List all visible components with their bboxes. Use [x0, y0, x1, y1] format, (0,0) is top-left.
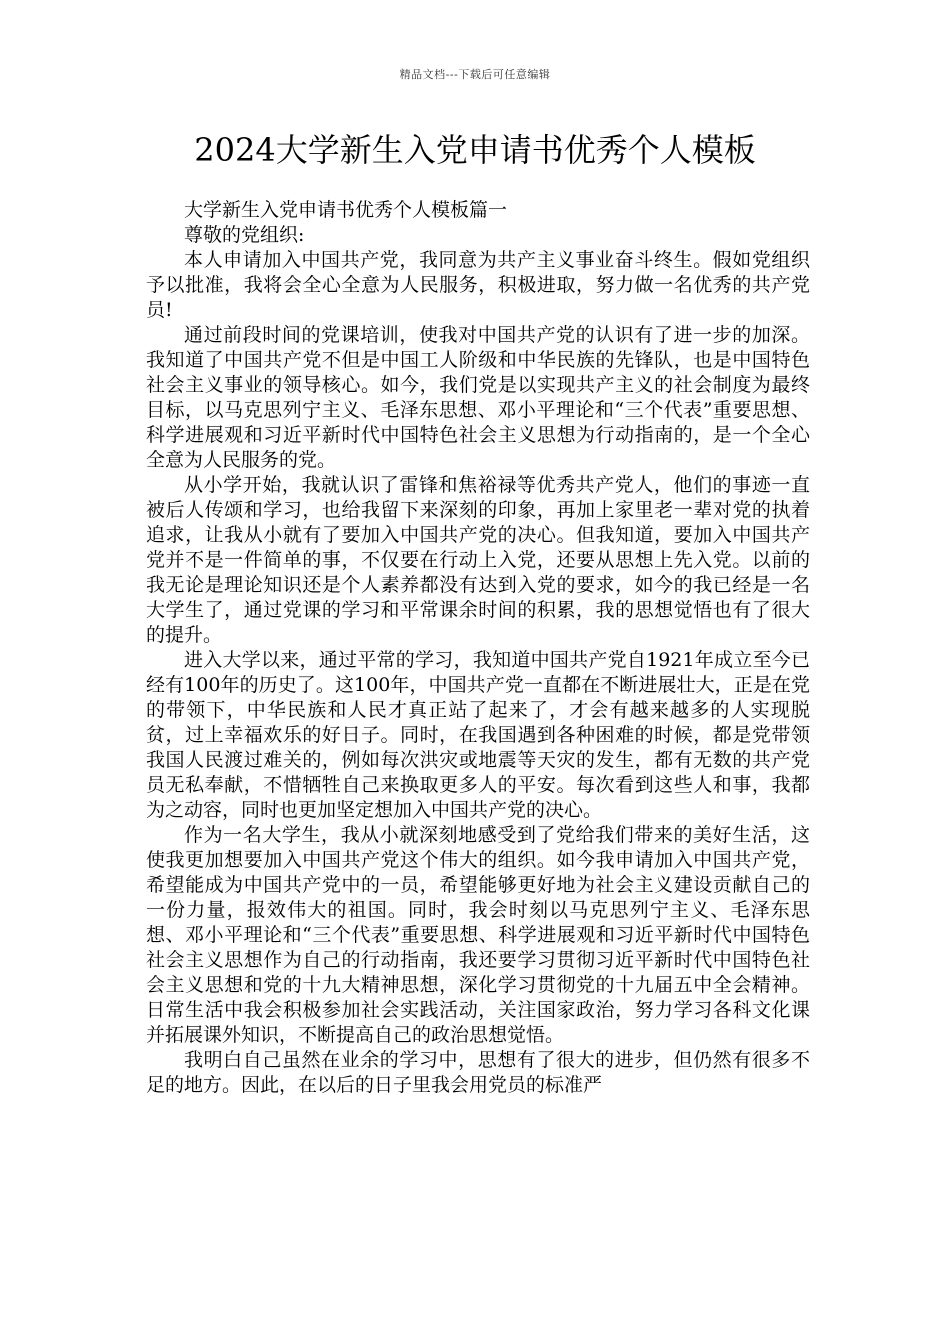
paragraph: 进入大学以来，通过平常的学习，我知道中国共产党自1921年成立至今已经有100年的历史了。这100年，中国共产党一直都在不断进展壮大，正是在党的带领下，中华民族和人民才真正站了起来了，才会有越来越多的人实现脱贫，过上幸福欢乐的好日子。同时，在我国遇到各种困难的时候，都是党带领我国人民渡过难关的，例如每次洪灾或地震等天灾的发生，都有无数的共产党员无私奉献，不惜牺牲自己来换取更多人的平安。每次看到这些人和事，我都为之动容，同时也更加坚定想加入中国共产党的决心。: [146, 649, 810, 821]
document-subtitle: 大学新生入党申请书优秀个人模板篇一: [184, 199, 508, 221]
paragraph: 从小学开始，我就认识了雷锋和焦裕禄等优秀共产党人，他们的事迹一直被后人传颂和学习，也给我留下来深刻的印象，再加上家里老一辈对党的执着追求，让我从小就有了要加入中国共产党的决心。但我知道，要加入中国共产党并不是一件简单的事，不仅要在行动上入党，还要从思想上先入党。以前的我无论是理论知识还是个人素养都没有达到入党的要求，如今的我已经是一名大学生了，通过党课的学习和平常课余时间的积累，我的思想觉悟也有了很大的提升。: [146, 474, 810, 646]
paragraph: 我明白自己虽然在业余的学习中，思想有了很大的进步，但仍然有很多不足的地方。因此，在以后的日子里我会用党员的标准严: [146, 1049, 810, 1096]
paragraph: 作为一名大学生，我从小就深刻地感受到了党给我们带来的美好生活，这使我更加想要加入中国共产党这个伟大的组织。如今我申请加入中国共产党，希望能成为中国共产党中的一员，希望能够更好地为社会主义建设贡献自己的一份力量，报效伟大的祖国。同时，我会时刻以马克思列宁主义、毛泽东思想、邓小平理论和“三个代表”重要思想、科学进展观和习近平新时代中国特色社会主义思想作为自己的行动指南，我还要学习贯彻习近平新时代中国特色社会主义思想和党的十九大精神思想，深化学习贯彻党的十九届五中全会精神。日常生活中我会积极参加社会实践活动，关注国家政治，努力学习各科文化课并拓展课外知识，不断提高自己的政治思想觉悟。: [146, 824, 810, 1046]
document-title: 2024大学新生入党申请书优秀个人模板: [194, 131, 756, 169]
document-body: [146, 198, 810, 1098]
salutation: 尊敬的党组织:: [184, 224, 305, 246]
paragraph: 本人申请加入中国共产党，我同意为共产主义事业奋斗终生。假如党组织予以批准，我将会全心全意为人民服务，积极进取，努力做一名优秀的共产党员!: [146, 249, 810, 321]
header-note: 精品文档---下载后可任意编辑: [399, 68, 551, 81]
paragraph: 通过前段时间的党课培训，使我对中国共产党的认识有了进一步的加深。我知道了中国共产党不但是中国工人阶级和中华民族的先锋队，也是中国特色社会主义事业的领导核心。如今，我们党是以实现共产主义的社会制度为最终目标，以马克思列宁主义、毛泽东思想、邓小平理论和“三个代表”重要思想、科学进展观和习近平新时代中国特色社会主义思想为行动指南的，是一个全心全意为人民服务的党。: [146, 324, 810, 471]
